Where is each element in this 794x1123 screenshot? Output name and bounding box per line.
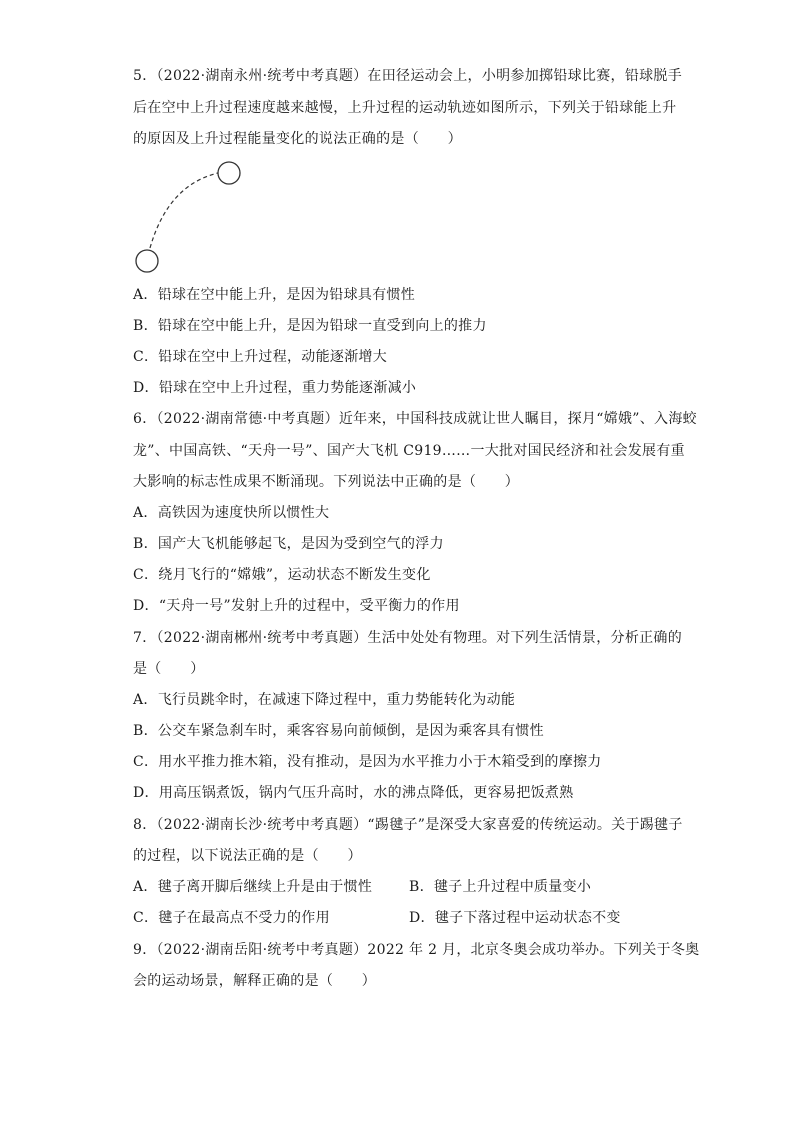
q7-option-a: A．飞行员跳伞时，在减速下降过程中，重力势能转化为动能 [133,692,516,708]
q5-option-d: D．铅球在空中上升过程，重力势能逐渐减小 [133,380,417,396]
q7-option-b: B．公交车紧急刹车时，乘客容易向前倾倒，是因为乘客具有惯性 [133,723,544,739]
q7-option-d: D．用高压锅煮饭，锅内气压升高时，水的沸点降低，更容易把饭煮熟 [133,785,574,801]
q8-option-c: C．毽子在最高点不受力的作用 [133,910,330,926]
q9-stem-line-2: 会的运动场景，解释正确的是（ ） [133,973,377,989]
q6-option-a: A．高铁因为速度快所以惯性大 [133,505,330,521]
q9-stem-line-1: 9．（2022·湖南岳阳·统考中考真题）2022 年 2 月，北京冬奥会成功举办。下列关于冬奥 [133,942,700,958]
q5-option-b: B．铅球在空中能上升，是因为铅球一直受到向上的推力 [133,318,487,334]
q7-stem-line-1: 7．（2022·湖南郴州·统考中考真题）生活中处处有物理。对下列生活情景，分析正确的 [133,630,683,646]
q5-stem-line-2: 后在空中上升过程速度越来越慢，上升过程的运动轨迹如图所示，下列关于铅球能上升 [133,100,677,116]
q7-option-c: C．用水平推力推木箱，没有推动，是因为水平推力小于木箱受到的摩擦力 [133,754,602,770]
q8-stem-line-2: 的过程，以下说法正确的是（ ） [133,848,362,864]
q6-option-b: B．国产大飞机能够起飞，是因为受到空气的浮力 [133,536,444,552]
trajectory-dashed-arc [150,173,218,248]
q8-option-a: A．毽子离开脚后继续上升是由于惯性 [133,879,373,895]
q8-option-b: B．毽子上升过程中质量变小 [409,879,592,895]
shot-put-trajectory-figure [130,155,250,280]
shot-put-ball-top [218,162,240,184]
q8-stem-line-1: 8．（2022·湖南长沙·统考中考真题）“踢毽子”是深受大家喜爱的传统运动。关于踢毽子 [133,817,683,833]
q5-option-a: A．铅球在空中能上升，是因为铅球具有惯性 [133,287,416,303]
q6-stem-line-2: 龙”、中国高铁、“天舟一号”、国产大飞机 C919……一大批对国民经济和社会发展有重 [133,443,685,459]
shot-put-ball-bottom [136,250,158,272]
q8-option-d: D．毽子下落过程中运动状态不变 [409,910,621,926]
q6-option-c: C．绕月飞行的“嫦娥”，运动状态不断发生变化 [133,567,431,583]
q5-option-c: C．铅球在空中上升过程，动能逐渐增大 [133,349,388,365]
q5-stem-line-1: 5．（2022·湖南永州·统考中考真题）在田径运动会上，小明参加掷铅球比赛，铅球脱手 [133,68,683,84]
q5-stem-line-3: 的原因及上升过程能量变化的说法正确的是（ ） [133,131,462,147]
q6-option-d: D．“天舟一号”发射上升的过程中，受平衡力的作用 [133,598,460,614]
q6-stem-line-1: 6．（2022·湖南常德·中考真题）近年来，中国科技成就让世人瞩目，探月“嫦娥”、入海蛟 [133,411,697,427]
q7-stem-line-2: 是（ ） [133,661,205,677]
q6-stem-line-3: 大影响的标志性成果不断涌现。下列说法中正确的是（ ） [133,474,520,490]
